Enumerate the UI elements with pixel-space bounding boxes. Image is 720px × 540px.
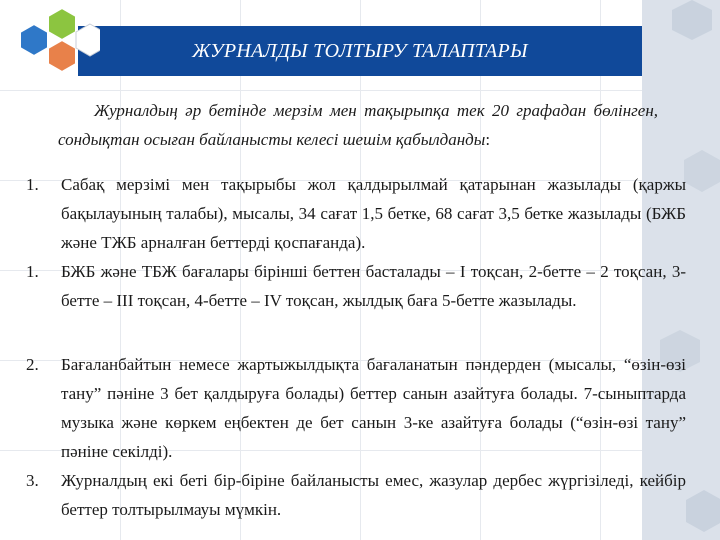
hexagon-side xyxy=(672,0,712,40)
hexagon-side xyxy=(686,490,720,532)
list-item-number: 3. xyxy=(26,471,39,490)
list-item xyxy=(26,350,686,466)
list-item-number: 1. xyxy=(26,175,39,194)
hexagon-orange xyxy=(48,40,76,72)
hexagon-logo xyxy=(0,0,100,100)
list-item xyxy=(26,466,686,524)
list-item xyxy=(26,170,686,257)
intro-colon: : xyxy=(485,130,491,149)
list-item-number: 1. xyxy=(26,262,39,281)
list-item-text: Журналдың екі беті бір-біріне байланысты емес, жазулар дербес жүргізіледі, кейбір беттер толтырылмауы мүмкін. xyxy=(61,471,686,519)
page-title: ЖУРНАЛДЫ ТОЛТЫРУ ТАЛАПТАРЫ xyxy=(192,39,528,62)
list-item-text: БЖБ және ТБЖ бағалары бірінші беттен басталады – І тоқсан, 2-бетте – 2 тоқсан, 3-бетте – ІІІ тоқсан, 4-бетте – ІV тоқсан, жылдық баға 5-бетте жазылады. xyxy=(61,262,686,310)
list-item xyxy=(26,257,686,315)
hexagon-side xyxy=(684,150,720,192)
intro-paragraph xyxy=(58,96,658,154)
intro-text: Журналдың әр бетінде мерзім мен тақырыпқа тек 20 графадан бөлінген, сондықтан осыған байланысты келесі шешім қабылданды xyxy=(58,101,658,149)
list-item-text: Бағаланбайтын немесе жартыжылдықта бағаланатын пәндерден (мысалы, “өзін-өзі тану” пәніне 3 бет қалдыруға болады) беттер санын азайтуға болады. 7-сыныптарда музыка және көркем еңбектен де бет санын 3-ке азайтуға болады (“өзін-өзі тану” пәніне секілді). xyxy=(61,355,686,461)
list-item-number: 2. xyxy=(26,355,39,374)
title-bar xyxy=(78,26,642,76)
hexagon-blue xyxy=(20,24,48,56)
list-item-text: Сабақ мерзімі мен тақырыбы жол қалдырылмай қатарынан жазылады (қаржы бақылауының талабы), мысалы, 34 сағат 1,5 бетке, 68 сағат 3,5 бетке жазылады (БЖБ және ТЖБ арналған беттерді қоспағанда). xyxy=(61,175,686,252)
hexagon-green xyxy=(48,8,76,40)
hexagon-white xyxy=(76,24,100,56)
